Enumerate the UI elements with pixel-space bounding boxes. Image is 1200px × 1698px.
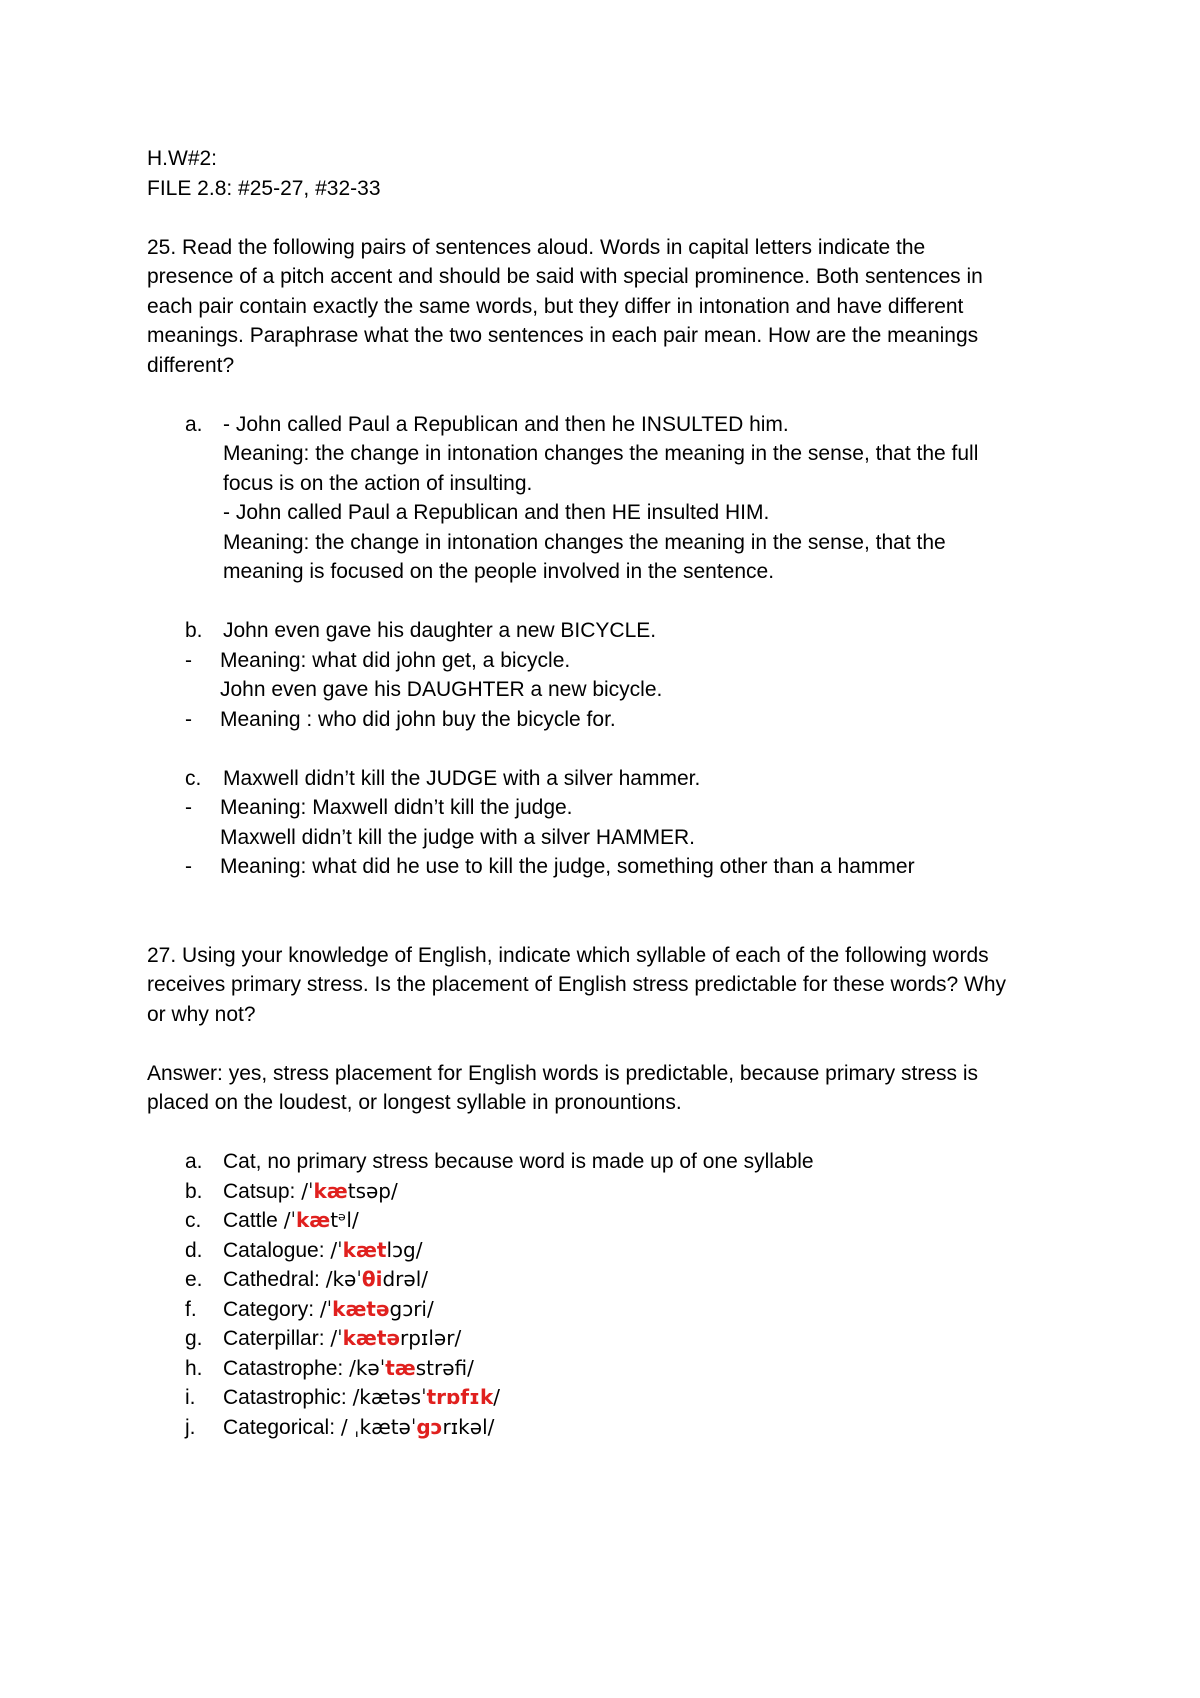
meaning-2: Meaning: what did he use to kill the judge, something other than a hammer [220, 855, 915, 878]
list-marker: j. [185, 1415, 196, 1439]
word-label: Catalogue: [223, 1238, 331, 1262]
word-item [147, 1354, 1067, 1384]
ipa-suffix: tᵊl/ [330, 1208, 359, 1232]
question-27-prompt [147, 941, 1067, 1030]
sentence-2: John even gave his DAUGHTER a new bicycle. [220, 678, 663, 701]
prompt-line: meanings. Paraphrase what the two sentences in each pair mean. How are the meanings [147, 324, 979, 347]
meaning-2: Meaning: the change in intonation changes the meaning in the sense, that the [223, 530, 946, 554]
homework-title: H.W#2: [147, 147, 218, 170]
q25-item-c [147, 764, 1067, 882]
ipa-suffix: gɔri/ [389, 1296, 434, 1321]
stressed-syllable: kætə [342, 1326, 401, 1350]
ipa-prefix: /ˈ [319, 1296, 333, 1321]
list-marker: h. [185, 1356, 203, 1380]
ipa-prefix: /ˈ [283, 1208, 296, 1232]
bullet-dash: - [185, 648, 192, 672]
ipa-prefix: /kəˈ [325, 1267, 362, 1291]
stressed-syllable: tæ [385, 1355, 416, 1380]
word-label: Categorical: [223, 1415, 341, 1439]
word-label: Caterpillar: [223, 1327, 331, 1350]
sentence-1: - John called Paul a Republican and then he INSULTED him. [223, 412, 789, 436]
question-25-prompt [147, 233, 1067, 381]
word-label: Cat, no primary stress because word is made up of one syllable [223, 1150, 814, 1173]
meaning-2: Meaning : who did john buy the bicycle for. [220, 707, 616, 731]
prompt-line: 27. Using your knowledge of English, indicate which syllable of each of the following words [147, 943, 989, 967]
ipa-prefix: /kəˈ [349, 1355, 386, 1380]
meaning-1: Meaning: Maxwell didn’t kill the judge. [220, 796, 573, 819]
list-marker: b. [185, 1179, 203, 1203]
list-marker: a. [185, 1150, 203, 1173]
word-item [147, 1295, 1067, 1325]
word-item [147, 1265, 1067, 1295]
prompt-line: different? [147, 353, 235, 377]
ipa-suffix: lɔg/ [386, 1237, 423, 1262]
word-label: Cathedral: [223, 1268, 326, 1291]
answer-line: Answer: yes, stress placement for English words is predictable, because primary stress is [147, 1061, 978, 1085]
word-label: Catsup: [223, 1179, 302, 1203]
list-marker: a. [185, 412, 203, 436]
ipa-suffix: rɪkəl/ [442, 1414, 495, 1439]
sentence-1: John even gave his daughter a new BICYCLE. [223, 619, 657, 642]
bullet-dash: - [185, 796, 192, 819]
word-item [147, 1206, 1067, 1236]
stressed-syllable: kætə [332, 1296, 390, 1321]
list-marker: f. [185, 1297, 197, 1321]
sentence-1: Maxwell didn’t kill the JUDGE with a silver hammer. [223, 766, 701, 790]
list-marker: g. [185, 1327, 203, 1350]
q25-item-b [147, 616, 1067, 734]
document-page [147, 144, 1067, 1442]
word-item [147, 1236, 1067, 1266]
list-marker: b. [185, 619, 203, 642]
prompt-line: each pair contain exactly the same words, but they differ in intonation and have different [147, 294, 964, 318]
meaning-2-continued: meaning is focused on the people involved in the sentence. [223, 560, 775, 583]
ipa-prefix: /kætəsˈ [352, 1385, 427, 1409]
meaning-1: Meaning: what did john get, a bicycle. [220, 648, 571, 672]
stressed-syllable: trɒfɪk [426, 1385, 494, 1409]
word-item [147, 1147, 1067, 1177]
prompt-line: receives primary stress. Is the placement of English stress predictable for these words? Why [147, 973, 1007, 996]
ipa-suffix: / [493, 1385, 500, 1409]
assignment-reference: FILE 2.8: #25-27, #32-33 [147, 176, 381, 200]
meaning-1: Meaning: the change in intonation changes the meaning in the sense, that the full [223, 442, 979, 465]
ipa-suffix: strəfi/ [415, 1355, 474, 1380]
list-marker: e. [185, 1268, 203, 1291]
prompt-line: 25. Read the following pairs of sentences aloud. Words in capital letters indicate the [147, 235, 926, 259]
ipa-prefix: /ˈ [330, 1326, 343, 1350]
meaning-1-continued: focus is on the action of insulting. [223, 471, 533, 495]
prompt-line: presence of a pitch accent and should be said with special prominence. Both sentences in [147, 265, 983, 288]
list-marker: d. [185, 1238, 203, 1262]
ipa-prefix: /ˈ [301, 1178, 314, 1203]
list-marker: c. [185, 1209, 202, 1232]
bullet-dash: - [185, 855, 192, 878]
word-item [147, 1413, 1067, 1443]
prompt-line: or why not? [147, 1002, 256, 1026]
ipa-prefix: / ˌkætəˈ [340, 1414, 417, 1439]
q25-item-a [147, 410, 1067, 587]
word-label: Category: [223, 1297, 320, 1321]
word-label: Catastrophic: [223, 1386, 353, 1409]
list-marker: c. [185, 766, 202, 790]
stressed-syllable: kæ [295, 1208, 331, 1232]
word-item [147, 1177, 1067, 1207]
ipa-prefix: /ˈ [330, 1237, 343, 1262]
question-27-answer [147, 1059, 1067, 1118]
sentence-2: - John called Paul a Republican and then HE insulted HIM. [223, 501, 770, 524]
stressed-syllable: gɔ [416, 1414, 443, 1439]
ipa-suffix: drəl/ [382, 1267, 428, 1291]
sentence-2: Maxwell didn’t kill the judge with a silver HAMMER. [220, 825, 695, 849]
stressed-syllable: kæ [313, 1178, 348, 1203]
word-label: Cattle [223, 1209, 284, 1232]
stressed-syllable: kæt [342, 1237, 387, 1262]
answer-line: placed on the loudest, or longest syllable in pronountions. [147, 1091, 682, 1114]
ipa-suffix: rpɪlər/ [400, 1326, 462, 1350]
word-label: Catastrophe: [223, 1356, 350, 1380]
ipa-suffix: tsəp/ [347, 1178, 398, 1203]
word-item [147, 1324, 1067, 1354]
stress-word-list [147, 1147, 1067, 1442]
stressed-syllable: θi [361, 1267, 383, 1291]
word-item [147, 1383, 1067, 1413]
list-marker: i. [185, 1386, 196, 1409]
bullet-dash: - [185, 707, 192, 731]
